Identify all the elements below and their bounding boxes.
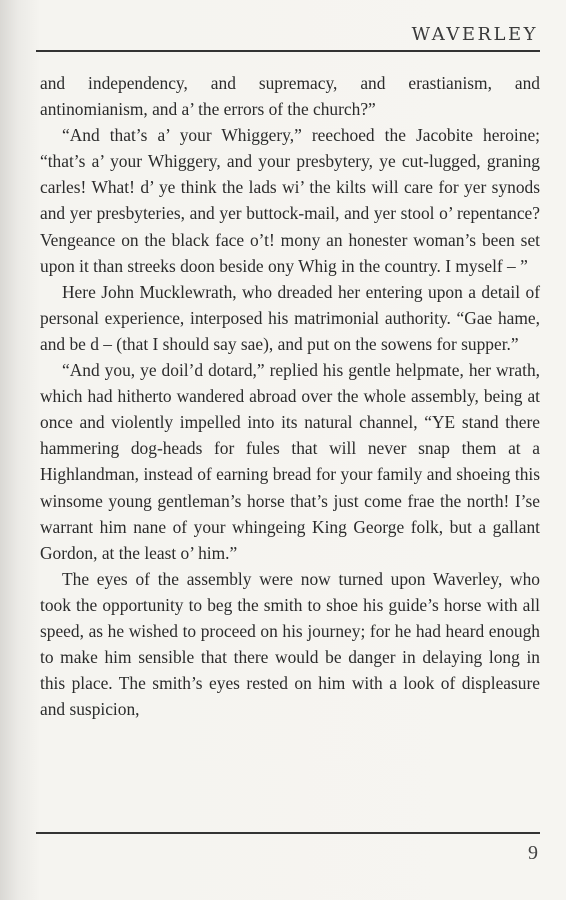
footer-rule <box>36 832 540 834</box>
paragraph: Here John Mucklewrath, who dreaded her entering upon a detail of personal experience, interposed his matrimonial authority. “Gae hame, and be d – (that I should say sae), and put on the sowens for supper.” <box>40 281 540 354</box>
body-text <box>40 70 540 722</box>
paragraph: “And you, ye doil’d dotard,” replied his gentle helpmate, her wrath, which had hitherto wandered abroad over the whole assembly, being at once and violently impelled into its natural channel, “YE stand there hammering dog-heads for fules that will never snap them at a Highlandman, instead of earning bread for your family and shoeing this winsome young gentleman’s horse that’s just come frae the north! I’se warrant him nane of your whingeing King George folk, but a gallant Gordon, at the least o’ him.” <box>40 360 540 563</box>
paragraph: “And that’s a’ your Whiggery,” reechoed the Jacobite heroine; “that’s a’ your Whiggery, and your presbytery, ye cut-lugged, graning carles! What! d’ ye think the lads wi’ the kilts will care for yer synods and yer presbyteries, and yer buttock-mail, and yer stool o’ repentance? Vengeance on the black face o’t! mony an honester woman’s been set upon it than streeks doon beside ony Whig in the country. I myself – ” <box>40 125 540 276</box>
running-header-title: WAVERLEY <box>411 24 538 45</box>
paragraph: The eyes of the assembly were now turned upon Waverley, who took the opportunity to beg the smith to shoe his guide’s horse with all speed, as he wished to proceed on his journey; for he had heard enough to make him sensible that there would be danger in delaying long in this place. The smith’s eyes rested on him with a look of displeasure and suspicion, <box>40 568 540 720</box>
page-number: 9 <box>528 842 538 864</box>
paragraph-continued: and independency, and supremacy, and erastianism, and antinomianism, and a’ the errors of the church?” <box>40 73 540 120</box>
header-rule <box>36 50 540 52</box>
